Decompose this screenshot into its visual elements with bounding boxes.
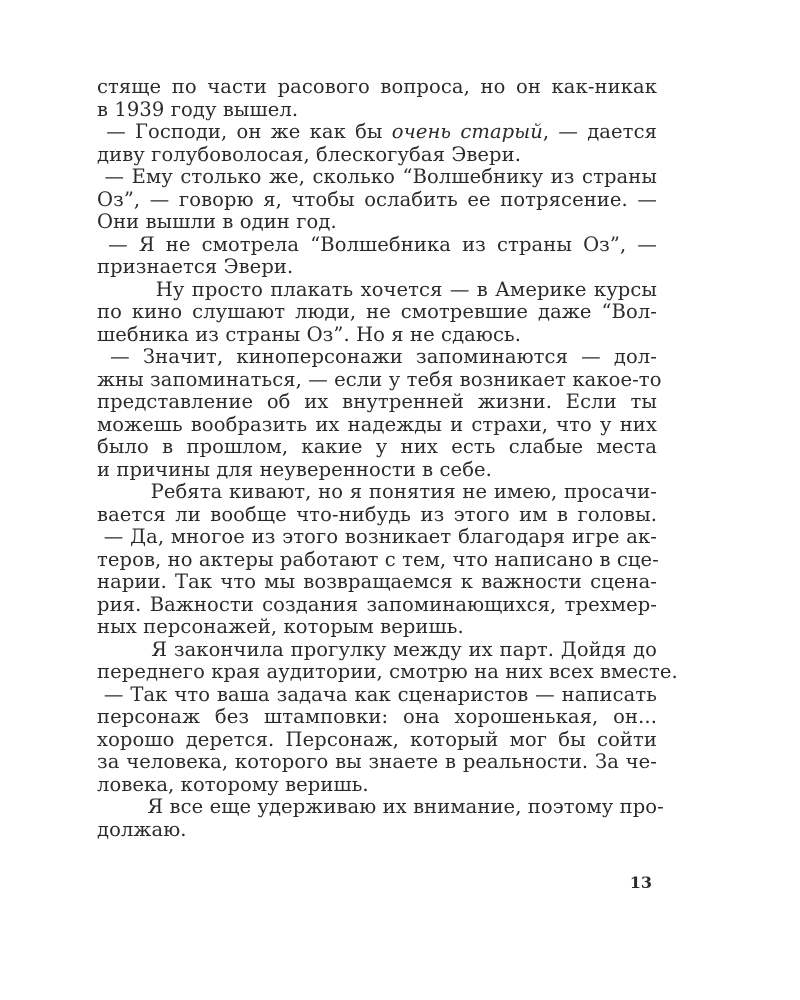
text-line [97,774,657,797]
text-line [97,367,662,392]
text-segment: представление об их внутренней жизни. Если ты [97,390,657,413]
text-segment: можешь вообразить их надежды и страхи, что у них [97,412,657,436]
text-line [97,616,657,639]
text-line [97,256,657,279]
text-line [97,76,657,99]
text-segment: переднего края аудитории, смотрю на них всех вместе. [97,660,678,683]
text-line [97,391,657,414]
text-line [97,144,657,167]
text-segment: нарии. Так что мы возвращаемся к важности сцена- [97,570,657,593]
text-segment: ных персонажей, которым веришь. [97,615,464,638]
text-line [97,729,657,752]
text-segment: Я все еще удерживаю их внимание, поэтому про- [97,795,664,818]
text-segment: — Ему столько же, сколько “Волшебнику из страны [97,165,657,188]
page-number: 13 [629,873,652,892]
text-line [97,121,657,144]
text-line [97,324,657,347]
text-line [97,166,657,189]
text-line [97,504,657,527]
text-segment: Оз”, — говорю я, чтобы ослабить ее потрясение. — [97,187,657,211]
text-segment: вается ли вообще что-нибудь из этого им в головы. [97,502,657,526]
italic-emphasis: очень старый [391,120,543,143]
text-segment: должаю. [97,817,187,841]
text-segment: диву голубоволосая, блескогубая Эвери. [97,142,522,166]
text-line [97,751,657,774]
text-segment: шебника из страны Оз”. Но я не сдаюсь. [97,322,522,346]
text-segment: — Я не смотрела “Волшебника из страны Оз”, — [97,232,657,256]
text-segment: признается Эвери. [97,255,294,278]
text-segment: , — дается [542,120,657,143]
text-segment: по кино слушают люди, не смотревшие даже “Вол- [97,300,657,323]
text-line [97,481,657,504]
text-line [97,706,657,729]
text-segment: Они вышли в один год. [97,210,337,233]
text-line [97,660,678,684]
text-line [97,436,657,459]
text-segment: рия. Важности создания запоминающихся, трехмер- [97,592,657,616]
text-segment: — Да, многое из этого возникает благодаря игре ак- [97,525,657,548]
text-line [97,639,657,662]
text-segment: стяще по части расового вопроса, но он как-никак [97,75,657,98]
text-line [97,526,657,549]
text-segment: — Господи, он же как бы [97,120,392,143]
text-segment: — Значит, киноперсонажи запоминаются — дол- [97,345,657,368]
text-line [97,346,657,369]
text-line [97,571,657,594]
text-line [97,414,657,437]
text-line [97,684,657,707]
text-line [97,279,657,302]
text-segment: и причины для неуверенности в себе. [97,457,492,481]
text-segment: Ребята кивают, но я понятия не имею, просачи- [97,480,657,503]
text-segment: ловека, которому веришь. [97,772,369,796]
text-line [97,594,657,617]
text-segment: теров, но актеры работают с тем, что написано в сце- [97,547,659,571]
text-segment: хорошо дерется. Персонаж, который мог бы сойти [97,727,657,751]
body-text [97,75,678,841]
text-segment: жны запоминаться, — если у тебя возникает какое-то [97,367,662,391]
text-segment: — Так что ваша задача как сценаристов — написать [97,682,657,706]
text-segment: Ну просто плакать хочется — в Америке курсы [97,277,657,301]
text-line [97,459,657,482]
text-segment: было в прошлом, какие у них есть слабые места [97,435,657,458]
text-line [97,234,657,257]
text-line [97,211,657,234]
text-line [97,301,657,324]
text-line [97,795,664,819]
text-segment: в 1939 году вышел. [97,97,299,121]
text-line [97,99,657,122]
text-segment: Я закончила прогулку между их парт. Дойдя до [97,637,657,661]
text-line [97,819,657,842]
text-segment: за человека, которого вы знаете в реальности. За че- [97,750,657,773]
text-line [97,549,657,572]
text-segment: персонаж без штамповки: она хорошенькая, он... [97,705,657,728]
text-line [97,189,657,212]
